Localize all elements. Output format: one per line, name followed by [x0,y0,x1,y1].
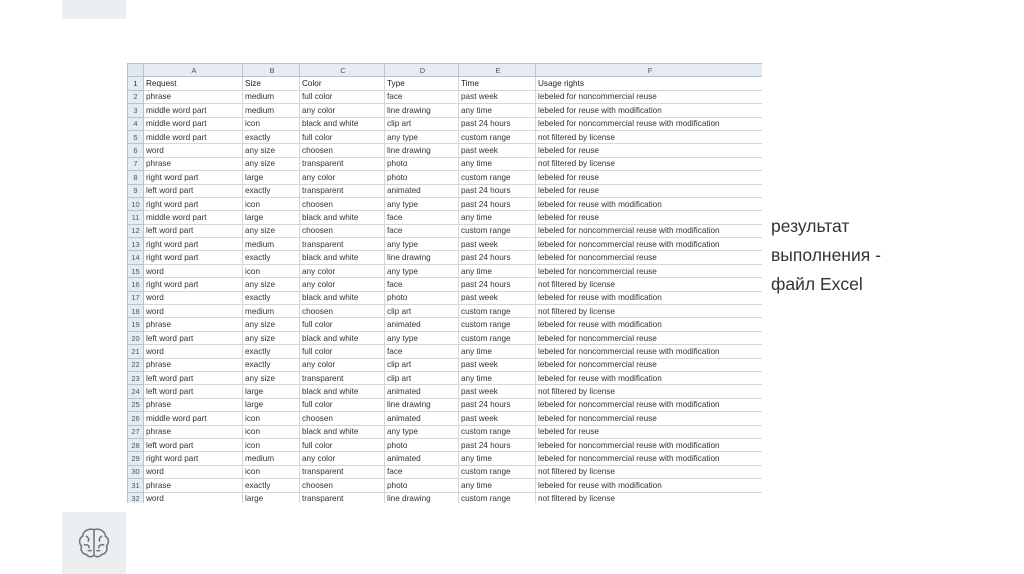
table-cell[interactable]: middle word part [144,412,243,425]
table-cell[interactable]: past 24 hours [459,398,536,411]
table-cell[interactable]: transparent [300,184,385,197]
row-number[interactable]: 20 [128,331,144,344]
row-number[interactable]: 2 [128,90,144,103]
table-cell[interactable]: past 24 hours [459,251,536,264]
table-cell[interactable]: medium [243,452,300,465]
table-cell[interactable]: any type [385,331,459,344]
table-cell[interactable]: right word part [144,197,243,210]
row-number[interactable]: 15 [128,264,144,277]
table-cell[interactable]: Usage rights [536,77,763,90]
table-cell[interactable]: right word part [144,238,243,251]
table-cell[interactable]: any type [385,238,459,251]
table-cell[interactable]: face [385,465,459,478]
row-number[interactable]: 9 [128,184,144,197]
table-cell[interactable]: phrase [144,398,243,411]
table-cell[interactable]: line drawing [385,251,459,264]
table-cell[interactable]: right word part [144,171,243,184]
row-number[interactable]: 6 [128,144,144,157]
table-cell[interactable]: photo [385,171,459,184]
table-cell[interactable]: any color [300,452,385,465]
table-cell[interactable]: phrase [144,425,243,438]
table-cell[interactable]: past week [459,358,536,371]
table-cell[interactable]: line drawing [385,398,459,411]
table-cell[interactable]: full color [300,345,385,358]
table-cell[interactable]: any time [459,104,536,117]
caption-line: результат [771,216,850,236]
table-cell[interactable]: Size [243,77,300,90]
table-cell[interactable]: black and white [300,385,385,398]
caption-line: выполнения - [771,245,881,265]
table-cell[interactable]: transparent [300,157,385,170]
table-row [128,425,763,438]
table-cell[interactable]: any size [243,371,300,384]
table-cell[interactable]: past week [459,144,536,157]
table-cell[interactable]: photo [385,157,459,170]
table-cell[interactable]: any time [459,371,536,384]
brain-badge [62,512,126,574]
table-cell[interactable]: animated [385,184,459,197]
table-cell[interactable]: middle word part [144,130,243,143]
table-row [128,130,763,143]
table-cell[interactable]: photo [385,291,459,304]
table-cell[interactable]: phrase [144,479,243,492]
table-cell[interactable]: face [385,278,459,291]
table-cell[interactable]: phrase [144,90,243,103]
table-cell[interactable]: any type [385,130,459,143]
row-number[interactable]: 5 [128,130,144,143]
table-cell[interactable]: word [144,291,243,304]
table-cell[interactable]: phrase [144,318,243,331]
table-cell[interactable]: any time [459,211,536,224]
table-cell[interactable]: photo [385,438,459,451]
table-cell[interactable]: icon [243,264,300,277]
table-cell[interactable]: any type [385,425,459,438]
table-cell[interactable]: clip art [385,117,459,130]
row-number[interactable]: 12 [128,224,144,237]
table-row [128,224,763,237]
table-cell[interactable]: black and white [300,251,385,264]
table-cell[interactable]: custom range [459,305,536,318]
table-cell[interactable]: transparent [300,465,385,478]
table-cell[interactable]: any size [243,278,300,291]
table-cell[interactable]: any time [459,157,536,170]
table-cell[interactable]: custom range [459,331,536,344]
table-cell[interactable]: past 24 hours [459,117,536,130]
table-cell[interactable]: lebeled for reuse [536,171,763,184]
table-row [128,144,763,157]
table-row [128,90,763,103]
table-cell[interactable]: exactly [243,479,300,492]
table-row [128,264,763,277]
table-cell[interactable]: choosen [300,479,385,492]
table-cell[interactable]: line drawing [385,492,459,503]
row-number[interactable]: 11 [128,211,144,224]
table-cell[interactable]: not filtered by license [536,465,763,478]
table-cell[interactable]: custom range [459,465,536,478]
table-cell[interactable]: any type [385,264,459,277]
table-cell[interactable]: lebeled for reuse with modification [536,197,763,210]
table-cell[interactable]: custom range [459,171,536,184]
table-cell[interactable]: black and white [300,291,385,304]
table-cell[interactable]: lebeled for noncommercial reuse with modification [536,438,763,451]
table-cell[interactable]: lebeled for reuse [536,184,763,197]
table-cell[interactable]: middle word part [144,117,243,130]
table-cell[interactable]: past week [459,291,536,304]
table-cell[interactable]: left word part [144,224,243,237]
table-cell[interactable]: Time [459,77,536,90]
table-cell[interactable]: word [144,492,243,503]
column-header[interactable]: D [385,64,459,77]
table-cell[interactable]: black and white [300,425,385,438]
row-number[interactable]: 30 [128,465,144,478]
table-row [128,465,763,478]
table-row [128,358,763,371]
table-cell[interactable]: lebeled for noncommercial reuse with modification [536,224,763,237]
table-cell[interactable]: line drawing [385,104,459,117]
column-header[interactable]: F [536,64,763,77]
table-row [128,291,763,304]
row-number[interactable]: 31 [128,479,144,492]
row-number[interactable]: 14 [128,251,144,264]
table-cell[interactable]: lebeled for reuse [536,425,763,438]
table-row [128,452,763,465]
table-cell[interactable]: lebeled for noncommercial reuse [536,264,763,277]
table-cell[interactable]: word [144,305,243,318]
table-cell[interactable]: lebeled for noncommercial reuse with modification [536,398,763,411]
table-cell[interactable]: lebeled for reuse with modification [536,291,763,304]
table-cell[interactable]: exactly [243,358,300,371]
row-number[interactable]: 27 [128,425,144,438]
column-header[interactable]: B [243,64,300,77]
table-cell[interactable]: lebeled for reuse with modification [536,479,763,492]
column-header-row [128,64,763,77]
row-number[interactable]: 7 [128,157,144,170]
table-cell[interactable]: any time [459,479,536,492]
table-cell[interactable]: choosen [300,412,385,425]
table-cell[interactable]: not filtered by license [536,492,763,503]
table-cell[interactable]: not filtered by license [536,130,763,143]
table-row [128,305,763,318]
row-number[interactable]: 26 [128,412,144,425]
table-cell[interactable]: medium [243,238,300,251]
table-cell[interactable]: animated [385,318,459,331]
table-cell[interactable]: transparent [300,238,385,251]
table-row [128,278,763,291]
table-row [128,492,763,503]
table-cell[interactable]: past 24 hours [459,197,536,210]
row-number[interactable]: 32 [128,492,144,503]
table-row [128,157,763,170]
table-cell[interactable]: lebeled for noncommercial reuse [536,251,763,264]
column-header[interactable]: C [300,64,385,77]
row-number[interactable]: 23 [128,371,144,384]
table-cell[interactable]: face [385,90,459,103]
table-cell[interactable]: left word part [144,184,243,197]
table-cell[interactable]: right word part [144,251,243,264]
table-cell[interactable]: Request [144,77,243,90]
table-row [128,184,763,197]
table-cell[interactable]: face [385,211,459,224]
table-cell[interactable]: lebeled for noncommercial reuse with modification [536,117,763,130]
table-cell[interactable]: clip art [385,305,459,318]
row-number[interactable]: 8 [128,171,144,184]
row-number[interactable]: 10 [128,197,144,210]
table-row [128,398,763,411]
table-cell[interactable]: lebeled for noncommercial reuse [536,358,763,371]
table-cell[interactable]: full color [300,90,385,103]
table-cell[interactable]: black and white [300,331,385,344]
table-cell[interactable]: medium [243,90,300,103]
table-cell[interactable]: black and white [300,211,385,224]
table-cell[interactable]: large [243,398,300,411]
table-cell[interactable]: any color [300,278,385,291]
table-cell[interactable]: past week [459,412,536,425]
table-cell[interactable]: past 24 hours [459,278,536,291]
table-cell[interactable]: phrase [144,358,243,371]
table-cell[interactable]: black and white [300,117,385,130]
table-cell[interactable]: photo [385,479,459,492]
table-row [128,318,763,331]
table-cell[interactable]: custom range [459,130,536,143]
row-number[interactable]: 18 [128,305,144,318]
table-cell[interactable]: large [243,492,300,503]
table-cell[interactable]: lebeled for reuse with modification [536,318,763,331]
slide-corner-tab [62,0,126,19]
table-cell[interactable]: word [144,465,243,478]
table-cell[interactable]: left word part [144,331,243,344]
column-header[interactable]: A [144,64,243,77]
table-cell[interactable]: past 24 hours [459,184,536,197]
table-row [128,171,763,184]
table-cell[interactable]: exactly [243,345,300,358]
table-cell[interactable]: any size [243,331,300,344]
table-cell[interactable]: phrase [144,157,243,170]
table-cell[interactable]: any time [459,452,536,465]
table-cell[interactable]: choosen [300,197,385,210]
row-number[interactable]: 16 [128,278,144,291]
table-cell[interactable]: medium [243,305,300,318]
table-cell[interactable]: full color [300,438,385,451]
row-number[interactable]: 24 [128,385,144,398]
table-cell[interactable]: custom range [459,492,536,503]
table-cell[interactable]: exactly [243,184,300,197]
table-cell[interactable]: Color [300,77,385,90]
table-cell[interactable]: Type [385,77,459,90]
table-cell[interactable]: middle word part [144,211,243,224]
brain-icon [75,524,113,562]
table-cell[interactable]: custom range [459,425,536,438]
table-cell[interactable]: transparent [300,371,385,384]
table-row [128,238,763,251]
select-all-corner[interactable] [128,64,144,77]
table-cell[interactable]: exactly [243,291,300,304]
table-cell[interactable]: right word part [144,278,243,291]
table-cell[interactable]: exactly [243,251,300,264]
row-number[interactable]: 1 [128,77,144,90]
row-number[interactable]: 13 [128,238,144,251]
table-cell[interactable]: icon [243,117,300,130]
table-row [128,385,763,398]
table-row [128,251,763,264]
table-cell[interactable]: middle word part [144,104,243,117]
table-cell[interactable]: past week [459,385,536,398]
table-cell[interactable]: animated [385,385,459,398]
table-row [128,371,763,384]
table-cell[interactable]: any time [459,264,536,277]
slide-caption [771,212,971,299]
table-cell[interactable]: full color [300,130,385,143]
table-cell[interactable]: medium [243,104,300,117]
row-number[interactable]: 3 [128,104,144,117]
table-row [128,331,763,344]
table-cell[interactable]: large [243,171,300,184]
table-cell[interactable]: lebeled for reuse with modification [536,104,763,117]
table-row [128,77,763,90]
table-cell[interactable]: right word part [144,452,243,465]
table-cell[interactable]: any color [300,358,385,371]
table-cell[interactable]: line drawing [385,144,459,157]
table-cell[interactable]: any color [300,171,385,184]
table-cell[interactable]: lebeled for noncommercial reuse [536,412,763,425]
table-cell[interactable]: icon [243,465,300,478]
table-row [128,211,763,224]
row-number[interactable]: 19 [128,318,144,331]
column-header[interactable]: E [459,64,536,77]
spreadsheet-body [128,77,763,503]
table-cell[interactable]: any color [300,104,385,117]
table-cell[interactable]: not filtered by license [536,305,763,318]
row-number[interactable]: 4 [128,117,144,130]
table-cell[interactable]: lebeled for reuse [536,211,763,224]
row-number[interactable]: 22 [128,358,144,371]
table-cell[interactable]: large [243,211,300,224]
table-cell[interactable]: left word part [144,385,243,398]
table-cell[interactable]: custom range [459,224,536,237]
table-row [128,197,763,210]
row-number[interactable]: 21 [128,345,144,358]
table-cell[interactable]: face [385,224,459,237]
table-cell[interactable]: face [385,345,459,358]
table-cell[interactable]: full color [300,398,385,411]
table-cell[interactable]: large [243,385,300,398]
table-row [128,438,763,451]
table-cell[interactable]: lebeled for noncommercial reuse with modification [536,345,763,358]
table-cell[interactable]: any size [243,224,300,237]
table-cell[interactable]: exactly [243,130,300,143]
table-cell[interactable]: clip art [385,371,459,384]
table-cell[interactable]: any type [385,197,459,210]
table-cell[interactable]: icon [243,197,300,210]
table-cell[interactable]: lebeled for noncommercial reuse with modification [536,238,763,251]
table-cell[interactable]: animated [385,452,459,465]
table-cell[interactable]: icon [243,425,300,438]
table-row [128,412,763,425]
table-cell[interactable]: choosen [300,224,385,237]
table-cell[interactable]: word [144,345,243,358]
row-number[interactable]: 25 [128,398,144,411]
row-number[interactable]: 17 [128,291,144,304]
table-cell[interactable]: transparent [300,492,385,503]
table-cell[interactable]: any time [459,345,536,358]
table-cell[interactable]: past week [459,238,536,251]
table-cell[interactable]: left word part [144,438,243,451]
table-cell[interactable]: icon [243,438,300,451]
table-cell[interactable]: lebeled for reuse [536,144,763,157]
table-cell[interactable]: lebeled for noncommercial reuse with modification [536,452,763,465]
table-cell[interactable]: any size [243,157,300,170]
table-cell[interactable]: word [144,144,243,157]
table-cell[interactable]: word [144,264,243,277]
table-cell[interactable]: past 24 hours [459,438,536,451]
row-number[interactable]: 28 [128,438,144,451]
caption-line: файл Excel [771,274,863,294]
table-cell[interactable]: past week [459,90,536,103]
table-cell[interactable]: not filtered by license [536,278,763,291]
table-cell[interactable]: animated [385,412,459,425]
table-cell[interactable]: any size [243,318,300,331]
table-cell[interactable]: choosen [300,144,385,157]
table-row [128,345,763,358]
table-row [128,117,763,130]
row-number[interactable]: 29 [128,452,144,465]
table-cell[interactable]: lebeled for reuse with modification [536,371,763,384]
table-cell[interactable]: not filtered by license [536,385,763,398]
table-cell[interactable]: icon [243,412,300,425]
table-row [128,104,763,117]
spreadsheet-screenshot [127,63,762,503]
table-cell[interactable]: any color [300,264,385,277]
table-cell[interactable]: choosen [300,305,385,318]
table-cell[interactable]: lebeled for noncommercial reuse [536,331,763,344]
table-cell[interactable]: clip art [385,358,459,371]
table-cell[interactable]: custom range [459,318,536,331]
table-cell[interactable]: any size [243,144,300,157]
table-cell[interactable]: left word part [144,371,243,384]
table-cell[interactable]: full color [300,318,385,331]
table-cell[interactable]: lebeled for noncommercial reuse [536,90,763,103]
spreadsheet-grid [127,63,762,503]
table-row [128,479,763,492]
table-cell[interactable]: not filtered by license [536,157,763,170]
